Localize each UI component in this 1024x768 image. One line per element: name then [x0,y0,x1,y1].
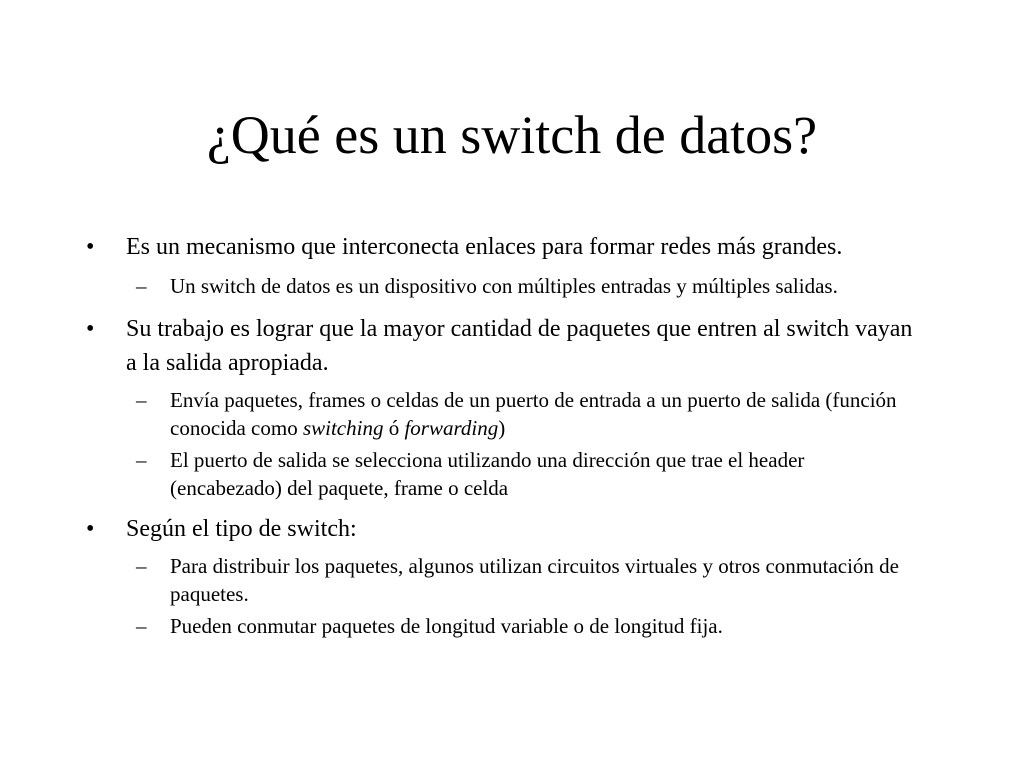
term-switching: switching [302,416,384,440]
dash-icon: – [136,274,147,298]
term-forwarding: forwarding [404,416,499,440]
bullet-icon: • [86,316,95,342]
bullet-icon: • [86,516,95,542]
bullet-item [80,230,920,264]
sub-bullet-text-after: ) [498,416,506,440]
slide-title: ¿Qué es un switch de datos? [206,105,818,165]
sub-bullet-item [80,270,920,302]
sub-bullet-item [80,386,920,442]
sub-bullet-item [80,612,920,640]
dash-icon: – [136,448,147,472]
dash-icon: – [136,554,147,578]
sub-bullet-text: El puerto de salida se selecciona utilizando una dirección que trae el header (encabezado) del paquete, frame o celda [170,448,805,500]
bullet-icon: • [86,234,95,260]
sub-bullet-item [80,446,920,502]
bullet-text: Según el tipo de switch: [126,516,357,542]
bullet-item [80,312,920,380]
sub-bullet-text-before: Envía paquetes, frames o celdas de un puerto de entrada a un puerto de salida (función conocida como [170,388,897,440]
sub-bullet-text: Para distribuir los paquetes, algunos utilizan circuitos virtuales y otros conmutación de paquetes. [170,554,900,606]
bullet-item [80,512,920,546]
dash-icon: – [136,388,147,412]
sub-bullet-text: Pueden conmutar paquetes de longitud variable o de longitud fija. [170,614,723,638]
bullet-text: Es un mecanismo que interconecta enlaces para formar redes más grandes. [126,234,843,260]
sub-bullet-text-mid: ó [383,416,405,440]
dash-icon: – [136,614,147,638]
slide-content [80,230,920,644]
bullet-text: Su trabajo es lograr que la mayor cantidad de paquetes que entren al switch vayan a la salida apropiada. [126,316,913,376]
sub-bullet-item [80,552,920,608]
sub-bullet-text: Un switch de datos es un dispositivo con múltiples entradas y múltiples salidas. [170,274,838,298]
